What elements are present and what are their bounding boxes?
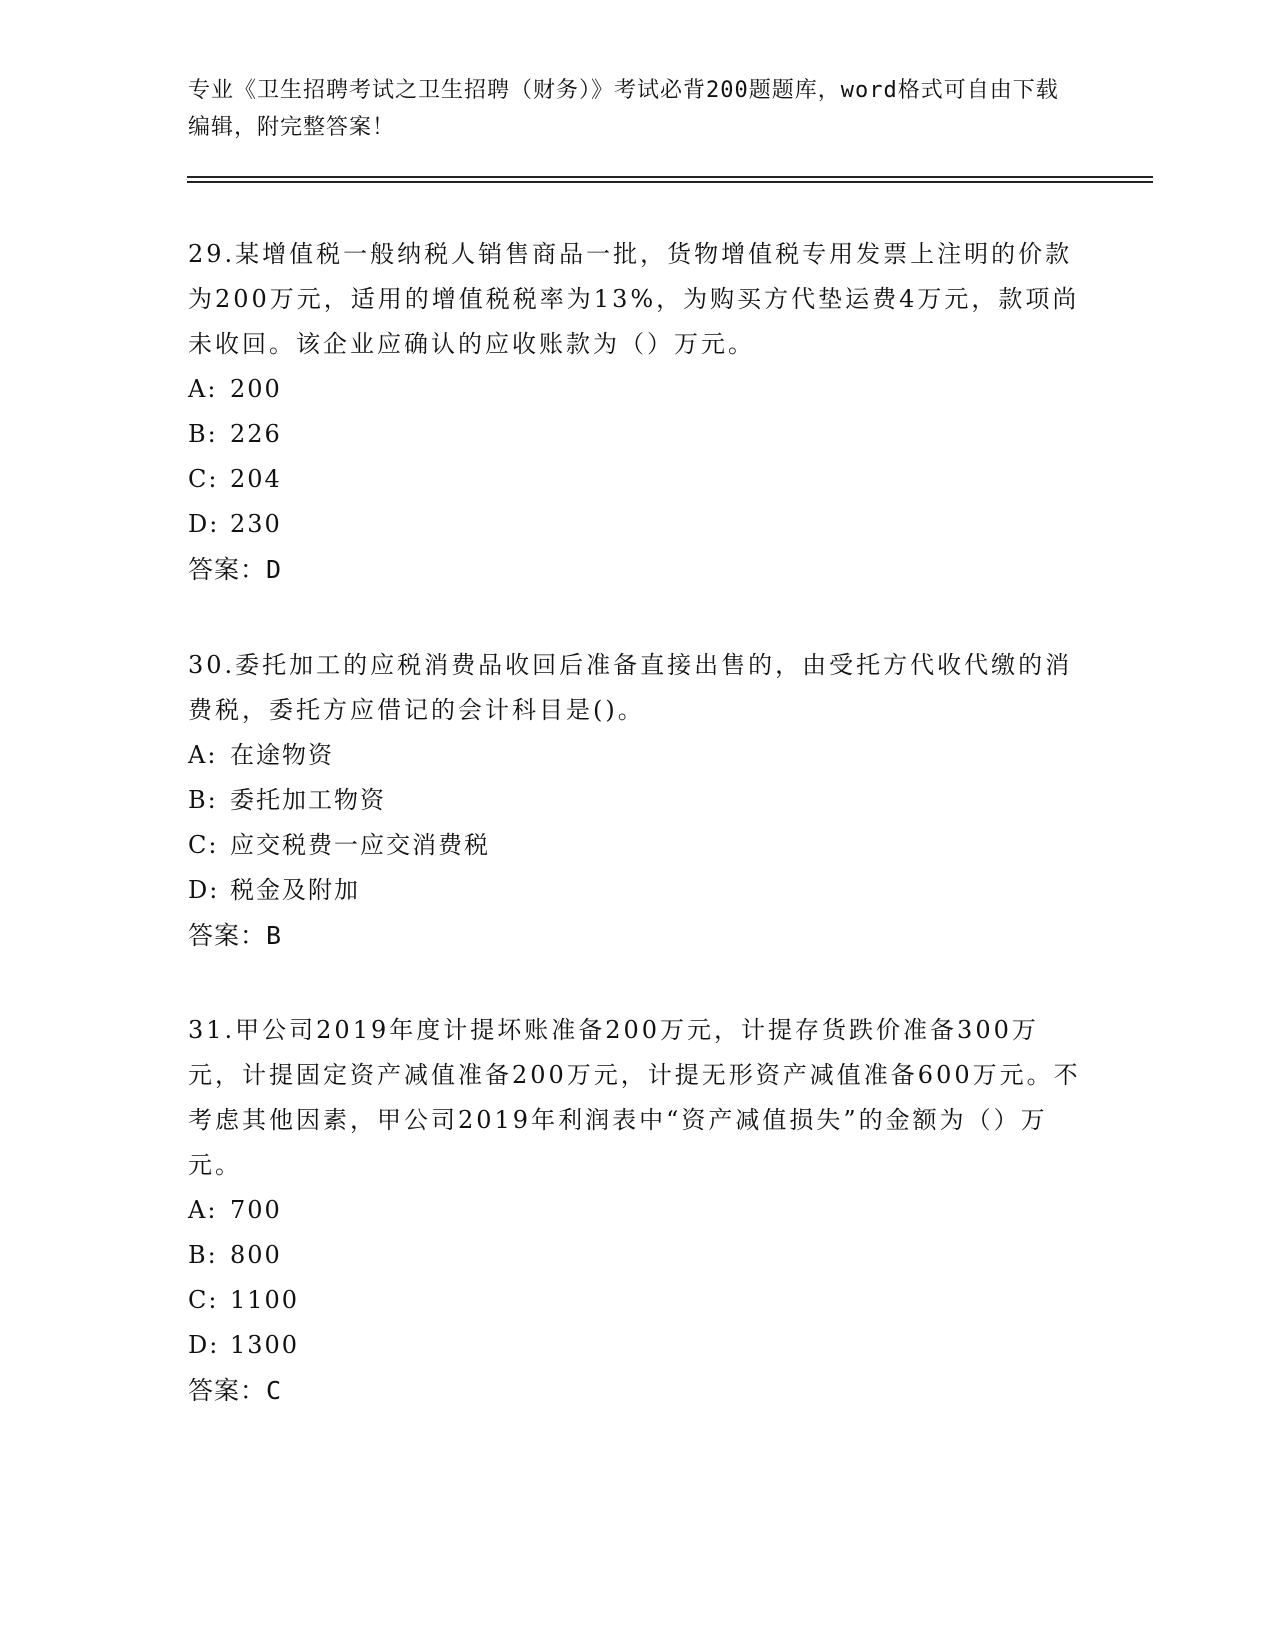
option-text: 在途物资 bbox=[230, 741, 334, 769]
answer-line: 答案：B bbox=[188, 921, 283, 950]
option-letter: B: bbox=[188, 420, 218, 448]
question-stem: 31.甲公司2019年度计提坏账准备200万元，计提存货跌价准备300万元，计提固定资产减值准备200万元，计提无形资产减值准备600万元。不考虑其他因素，甲公司2019年利润表中“资产减值损失”的金额为（）万元。 bbox=[188, 1016, 1081, 1179]
option-c bbox=[188, 457, 1088, 502]
question-30 bbox=[188, 643, 1088, 958]
answer-line: 答案：C bbox=[188, 1376, 283, 1405]
option-text: 1300 bbox=[230, 1331, 300, 1359]
question-stem: 30.委托加工的应税消费品收回后准备直接出售的，由受托方代收代缴的消费税，委托方应借记的会计科目是()。 bbox=[188, 651, 1073, 724]
option-a bbox=[188, 1188, 1088, 1233]
header-divider-top bbox=[187, 176, 1153, 178]
option-text: 226 bbox=[230, 420, 282, 448]
option-text: 800 bbox=[230, 1241, 282, 1269]
option-letter: B: bbox=[188, 786, 218, 814]
option-b bbox=[188, 778, 1088, 823]
option-d bbox=[188, 502, 1088, 547]
option-letter: D: bbox=[188, 510, 220, 538]
option-text: 200 bbox=[230, 375, 282, 403]
option-text: 230 bbox=[230, 510, 282, 538]
option-letter: A: bbox=[188, 375, 218, 403]
option-a bbox=[188, 733, 1088, 778]
option-b bbox=[188, 1233, 1088, 1278]
option-a bbox=[188, 367, 1088, 412]
option-text: 委托加工物资 bbox=[230, 786, 386, 814]
question-31 bbox=[188, 1008, 1088, 1413]
option-d bbox=[188, 868, 1088, 913]
question-stem: 29.某增值税一般纳税人销售商品一批，货物增值税专用发票上注明的价款为200万元，适用的增值税税率为13%，为购买方代垫运费4万元，款项尚未收回。该企业应确认的应收账款为（）万元。 bbox=[188, 240, 1080, 358]
option-b bbox=[188, 412, 1088, 457]
option-d bbox=[188, 1323, 1088, 1368]
header-divider-bottom bbox=[187, 181, 1153, 183]
option-text: 700 bbox=[230, 1196, 282, 1224]
option-text: 204 bbox=[230, 465, 282, 493]
option-letter: C: bbox=[188, 465, 219, 493]
question-29 bbox=[188, 232, 1088, 592]
option-text: 税金及附加 bbox=[230, 876, 360, 904]
option-letter: C: bbox=[188, 831, 219, 859]
option-c bbox=[188, 823, 1088, 868]
option-text: 1100 bbox=[230, 1286, 300, 1314]
option-letter: D: bbox=[188, 876, 220, 904]
option-letter: B: bbox=[188, 1241, 218, 1269]
option-c bbox=[188, 1278, 1088, 1323]
option-letter: A: bbox=[188, 1196, 218, 1224]
option-letter: C: bbox=[188, 1286, 219, 1314]
option-letter: A: bbox=[188, 741, 218, 769]
answer-line: 答案：D bbox=[188, 555, 283, 584]
option-text: 应交税费一应交消费税 bbox=[230, 831, 490, 859]
document-header: 专业《卫生招聘考试之卫生招聘（财务）》考试必背200题题库，word格式可自由下载编辑，附完整答案！ bbox=[188, 78, 1059, 140]
option-letter: D: bbox=[188, 1331, 220, 1359]
